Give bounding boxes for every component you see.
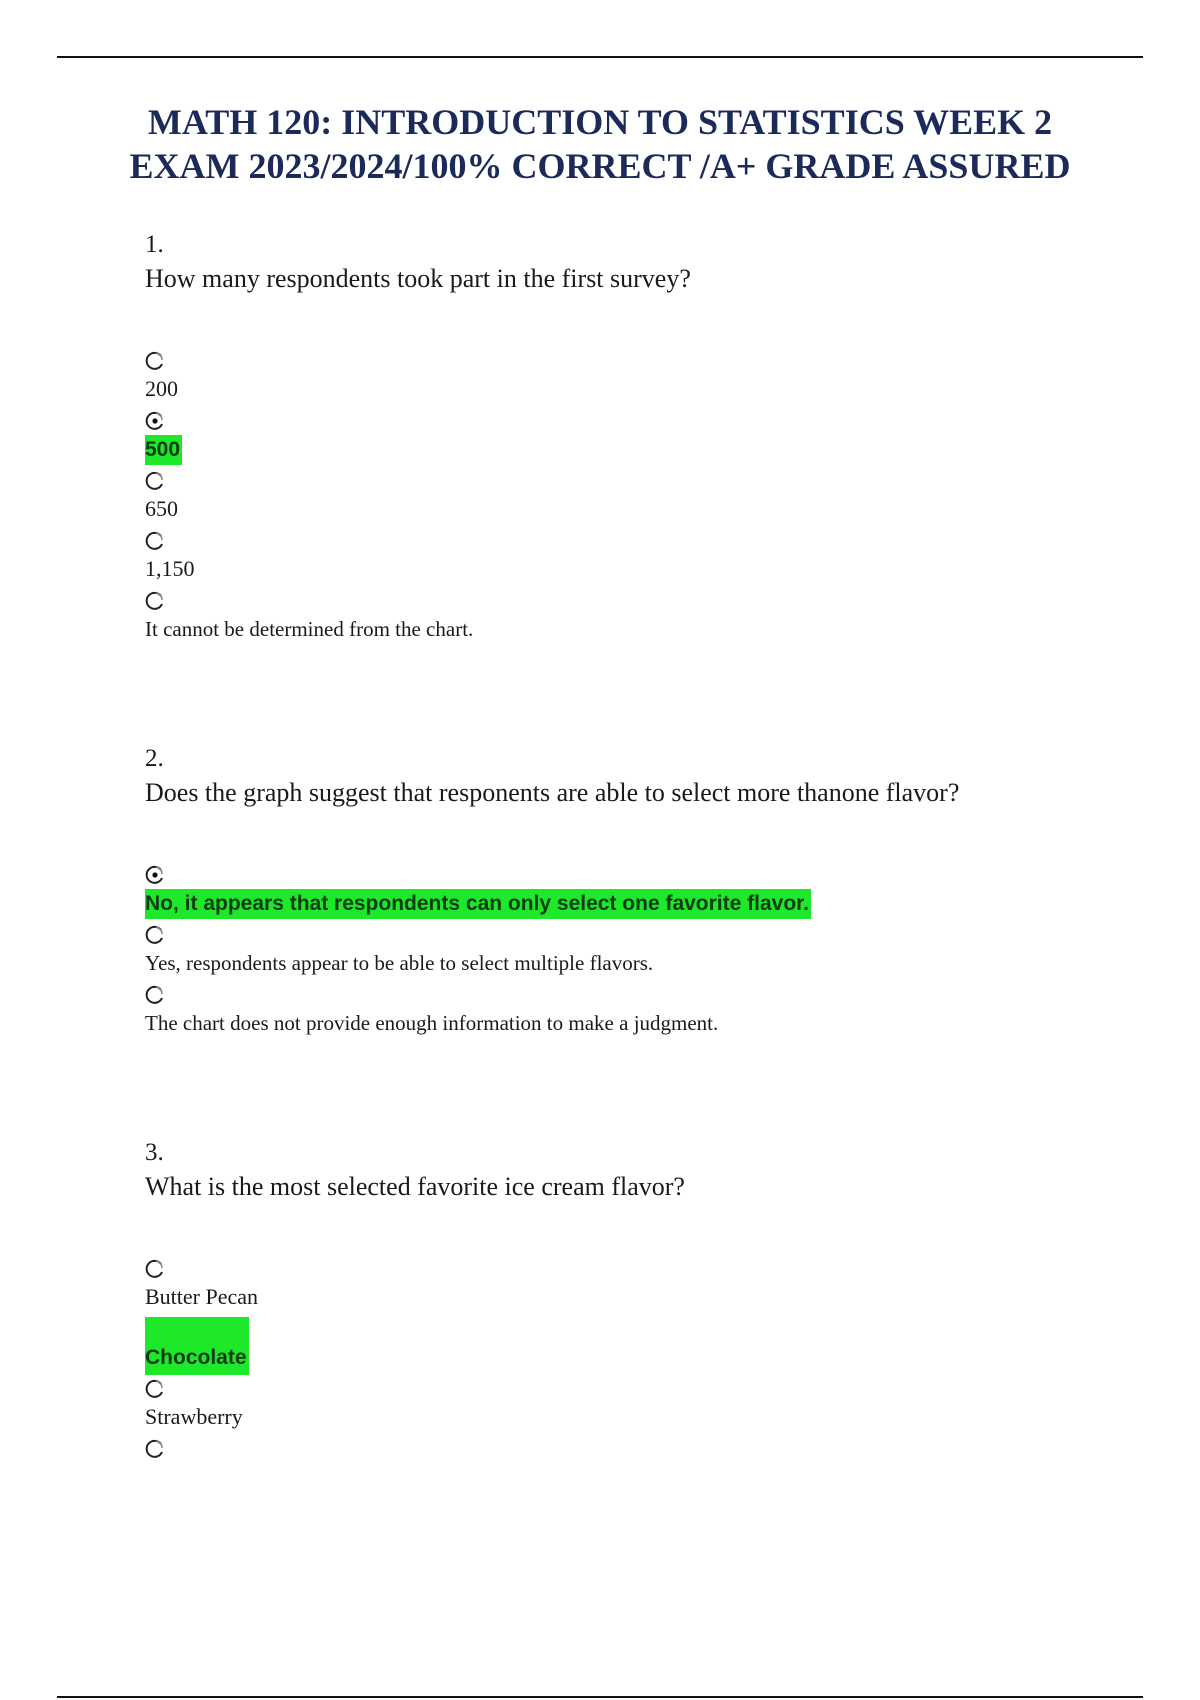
question-text: Does the graph suggest that responents are able to select more thanone flavor? xyxy=(145,778,960,807)
answer-option-correct[interactable]: 500 xyxy=(145,434,1145,466)
answer-option[interactable]: It cannot be determined from the chart. xyxy=(145,617,474,641)
radio-unselected-icon[interactable] xyxy=(145,526,167,554)
radio-unselected-icon[interactable] xyxy=(145,466,167,494)
question-2 xyxy=(145,742,1145,1040)
top-rule xyxy=(57,56,1143,58)
question-text: What is the most selected favorite ice cream flavor? xyxy=(145,1172,685,1201)
answer-option[interactable]: 650 xyxy=(145,496,178,521)
answer-option[interactable]: Strawberry xyxy=(145,1404,243,1429)
answer-list xyxy=(145,860,1145,1040)
answer-option-correct[interactable]: No, it appears that respondents can only select one favorite flavor. xyxy=(145,888,1145,920)
answer-list xyxy=(145,1254,1145,1462)
radio-unselected-icon[interactable] xyxy=(145,346,167,374)
answer-option[interactable]: 1,150 xyxy=(145,556,195,581)
answer-option[interactable]: Yes, respondents appear to be able to select multiple flavors. xyxy=(145,951,654,975)
question-1 xyxy=(145,228,1145,646)
exam-content xyxy=(145,228,1145,1462)
radio-unselected-icon[interactable] xyxy=(145,586,167,614)
answer-option[interactable]: Butter Pecan xyxy=(145,1284,259,1309)
title-line-2: EXAM 2023/2024/100% CORRECT /A+ GRADE ASSURED xyxy=(129,146,1071,186)
radio-unselected-icon[interactable] xyxy=(145,920,167,948)
page-title xyxy=(0,100,1200,188)
answer-option[interactable]: 200 xyxy=(145,376,178,401)
answer-option[interactable]: The chart does not provide enough information to make a judgment. xyxy=(145,1011,719,1035)
answer-list xyxy=(145,346,1145,646)
spacer xyxy=(145,646,1145,742)
radio-selected-icon[interactable] xyxy=(145,860,167,888)
answer-option-correct[interactable]: Chocolate xyxy=(145,1342,1145,1374)
bottom-rule xyxy=(57,1696,1143,1698)
radio-unselected-icon[interactable] xyxy=(145,980,167,1008)
question-number: 3. xyxy=(145,1139,164,1166)
radio-unselected-icon[interactable] xyxy=(145,1254,167,1282)
question-3 xyxy=(145,1136,1145,1462)
spacer xyxy=(145,1040,1145,1136)
radio-unselected-icon[interactable] xyxy=(145,1374,167,1402)
question-number: 1. xyxy=(145,231,164,258)
question-number: 2. xyxy=(145,745,164,772)
title-line-1: MATH 120: INTRODUCTION TO STATISTICS WEEK 2 xyxy=(147,102,1053,142)
radio-selected-icon[interactable] xyxy=(145,406,167,434)
question-text: How many respondents took part in the first survey? xyxy=(145,264,691,293)
radio-unselected-icon[interactable] xyxy=(145,1434,167,1462)
